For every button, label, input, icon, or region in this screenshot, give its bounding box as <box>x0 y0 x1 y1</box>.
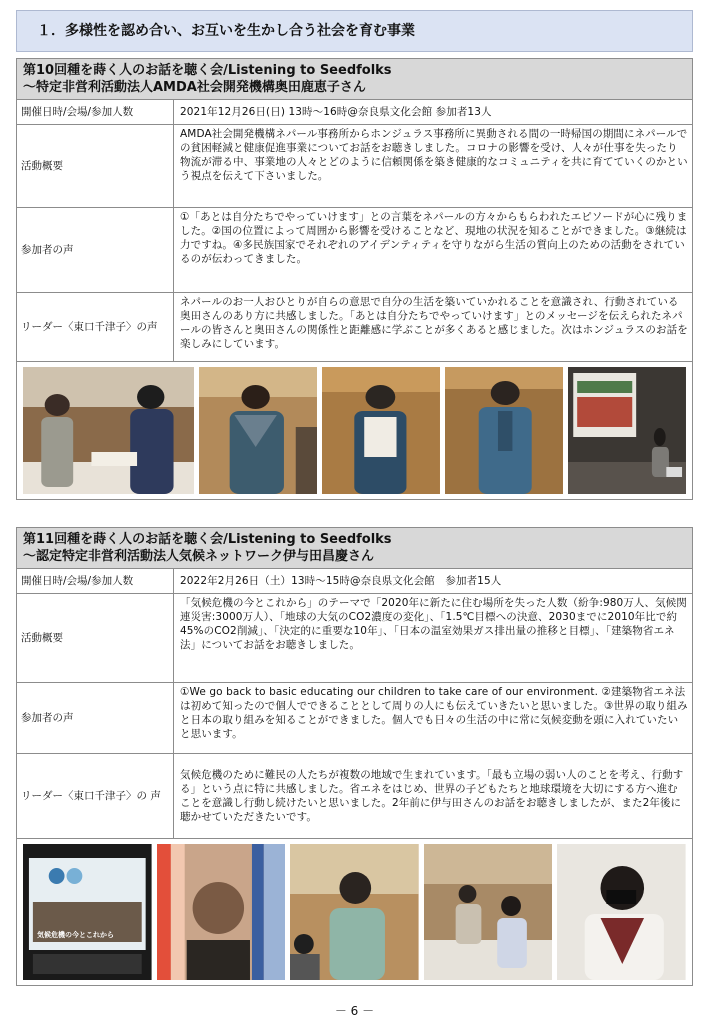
row-content: 気候危機のために難民の人たちが複数の地域で生まれています。「最も立場の弱い人のことを考え、行動する」という点に特に共感しました。省エネをはじめ、世界の子どもたちと地球環境を大切にする方へ進むことを意識し行動し続けたいと思いました。2年前に伊与田さんのお話をお聴きしましたが、また2年後に聴かせていただきたいです。 <box>180 769 684 823</box>
photo-strip <box>17 839 692 985</box>
section-title: １．多様性を認め合い、お互いを生かし合う社会を育む事業 <box>37 23 415 39</box>
row-date <box>17 569 692 594</box>
row-participants <box>17 683 692 754</box>
row-content: 2021年12月26日(日) 13時～16時@奈良県文化会館 参加者13人 <box>180 106 492 118</box>
event-title <box>17 528 692 569</box>
row-content: ①We go back to basic educating our children to take care of our environment. ②建築物省エネ法は初めて知ったので個人でできることとして周りの人にも伝えていきたいと思いました。③世界の取り組みと日本の取り組みを知ることができました。個人でも日々の生活の中に常に気候変動を頭に入れていたいと思います。 <box>180 686 688 740</box>
event-10 <box>16 58 693 500</box>
row-content: AMDA社会開発機構ネパール事務所からホンジュラス事務所に異動される間の一時帰国の期間にネパールでの貧困軽減と健康促進事業についてお話をお聴きしました。コロナの影響を受け、人々が仕事を失ったり物流が滞る中、事業地の人々とどのように信頼関係を築き健康的なコミュニティを共に育てていくのかという視点を伝えて下さいました。 <box>180 128 688 182</box>
event-photo <box>290 844 419 980</box>
row-content: 「気候危機の今とこれから」のテーマで「2020年に新たに住む場所を失った人数（紛争:980万人、気候関連災害:3000万人）、「地球の大気のCO2濃度の変化」、「1.5℃目標への決意、2030までに2010年比で約45%のCO2削減」、「決定的に重要な10年」、「日本の温室効果ガス排出量の推移と目標」、「建築物省エネ法」についてお話をお聴きしました。 <box>180 597 687 651</box>
event-11 <box>16 527 693 986</box>
row-label: 活動概要 <box>17 594 174 682</box>
row-label: 開催日時/会場/参加人数 <box>17 100 174 124</box>
row-leader <box>17 754 692 839</box>
row-overview <box>17 594 692 683</box>
row-label: 活動概要 <box>17 125 174 207</box>
slide-caption: 気候危機の今とこれから <box>37 931 114 939</box>
section-header <box>16 10 693 52</box>
row-content: ①「あとは自分たちでやっていけます」との言葉をネパールの方々からもらわれたエピソードが心に残りました。②国の位置によって周囲から影響を受けることなど、現地の状況を知ることができました。③継続は力ですね。④多民族国家でそれぞれのアイデンティティを守りながら生活の質向上のための活動をされているのが伝わってきました。 <box>180 211 688 265</box>
row-content: ネパールのお一人おひとりが自らの意思で自分の生活を築いていかれることを意識され、行動されている奥田さんのあり方に共感しました。「あとは自分たちでやっていけます」とのメッセージを伝えられたネパールの皆さんと奥田さんの関係性と距離感に学ぶことが多くあると感じました。次はホンジュラスのお話を楽しみにしています。 <box>180 296 688 350</box>
row-content: 2022年2月26日（土）13時～15時@奈良県文化会館 参加者15人 <box>180 575 502 587</box>
row-overview <box>17 125 692 208</box>
page-number: － 6 － <box>334 1004 375 1018</box>
row-label: 開催日時/会場/参加人数 <box>17 569 174 593</box>
row-date <box>17 100 692 125</box>
event-photo <box>23 844 152 980</box>
event-photo <box>568 367 686 494</box>
photo-strip <box>17 362 692 499</box>
row-label: リーダー〈東口千津子〉の 声 <box>17 754 174 838</box>
event-photo <box>23 367 194 494</box>
event-title-line1: 第10回種を蒔く人のお話を聴く会/Listening to Seedfolks <box>23 63 392 78</box>
event-photo <box>557 844 686 980</box>
row-label: 参加者の声 <box>17 683 174 753</box>
event-title-line2: ～特定非営利活動法人AMDA社会開発機構奥田鹿恵子さん <box>23 80 366 95</box>
row-leader <box>17 293 692 362</box>
event-title <box>17 59 692 100</box>
event-title-line1: 第11回種を蒔く人のお話を聴く会/Listening to Seedfolks <box>23 532 392 547</box>
event-photo <box>157 844 286 980</box>
event-title-line2: ～認定特定非営利活動法人気候ネットワーク伊与田昌慶さん <box>23 549 375 564</box>
event-photo <box>445 367 563 494</box>
row-label: 参加者の声 <box>17 208 174 292</box>
event-photo <box>199 367 317 494</box>
event-photo <box>322 367 440 494</box>
row-label: リーダー〈東口千津子〉の声 <box>17 293 174 361</box>
event-photo <box>424 844 553 980</box>
row-participants <box>17 208 692 293</box>
